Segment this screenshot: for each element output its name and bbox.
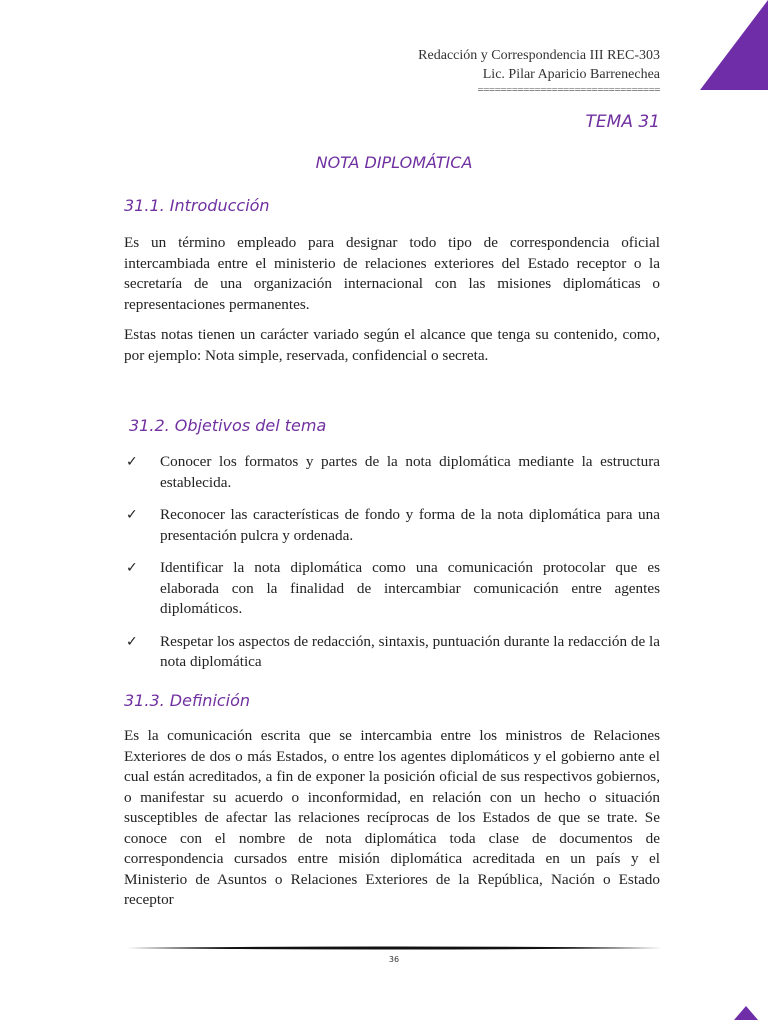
page-title: NOTA DIPLOMÁTICA <box>315 153 473 172</box>
list-item <box>124 558 660 620</box>
section-heading-intro: 31.1. Introducción <box>124 196 270 215</box>
section-heading-definition: 31.3. Definición <box>124 691 251 710</box>
objective-text: Respetar los aspectos de redacción, sintaxis, puntuación durante la redacción de la nota diplomática <box>160 632 660 670</box>
corner-decoration-top <box>700 0 768 90</box>
header-rule: ================================ <box>477 84 660 96</box>
definition-paragraph: Es la comunicación escrita que se intercambia entre los ministros de Relaciones Exteriores de dos o más Estados, o entre los agentes diplomáticos y el gobierno ante el cual están acreditados, a fin de exponer la posición oficial de sus respectivos gobiernos, o manifestar su acuerdo o inconformidad, en relación con un hecho o situación susceptibles de afectar las relaciones recíprocas de los Estados de que se trate. Se conoce con el nombre de nota diplomática toda clase de documentos de correspondencia cursados entre misión diplomática acreditada en un país y el Ministerio de Asuntos o Relaciones Exteriores de la República, Nación o Estado receptor <box>124 727 660 908</box>
checkmark-icon: ✓ <box>126 507 138 523</box>
corner-decoration-bottom <box>734 1005 758 1024</box>
course-title: Redacción y Correspondencia III REC-303 <box>418 48 660 63</box>
page-number: 36 <box>388 955 400 964</box>
document-header <box>418 46 660 96</box>
objective-text: Identificar la nota diplomática como una comunicación protocolar que es elaborada con la finalidad de intercambiar comunicación entre agentes diplomáticos. <box>160 559 660 617</box>
list-item <box>124 632 660 673</box>
checkmark-icon: ✓ <box>126 633 138 650</box>
objective-text: Conocer los formatos y partes de la nota diplomática mediante la estructura establecida. <box>160 453 660 491</box>
intro-paragraph-2: Estas notas tienen un carácter variado según el alcance que tenga su contenido, como, por ejemplo: Nota simple, reservada, confidencial o secreta. <box>124 326 660 364</box>
objectives-list <box>124 452 660 685</box>
section-heading-objectives: 31.2. Objetivos del tema <box>129 416 327 435</box>
checkmark-icon: ✓ <box>126 454 138 470</box>
footer-divider <box>124 944 662 952</box>
list-item <box>124 505 660 546</box>
list-item <box>124 452 660 493</box>
intro-paragraph-1: Es un término empleado para designar todo tipo de correspondencia oficial intercambiada entre el ministerio de relaciones exteriores del Estado receptor o la secretaría de una organización internacional con las misiones diplomáticas o representaciones permanentes. <box>124 234 660 313</box>
topic-number: TEMA 31 <box>585 112 660 132</box>
objective-text: Reconocer las características de fondo y forma de la nota diplomática para una presentación pulcra y ordenada. <box>160 506 660 544</box>
author-name: Lic. Pilar Aparicio Barrenechea <box>482 67 660 82</box>
checkmark-icon: ✓ <box>126 560 138 576</box>
